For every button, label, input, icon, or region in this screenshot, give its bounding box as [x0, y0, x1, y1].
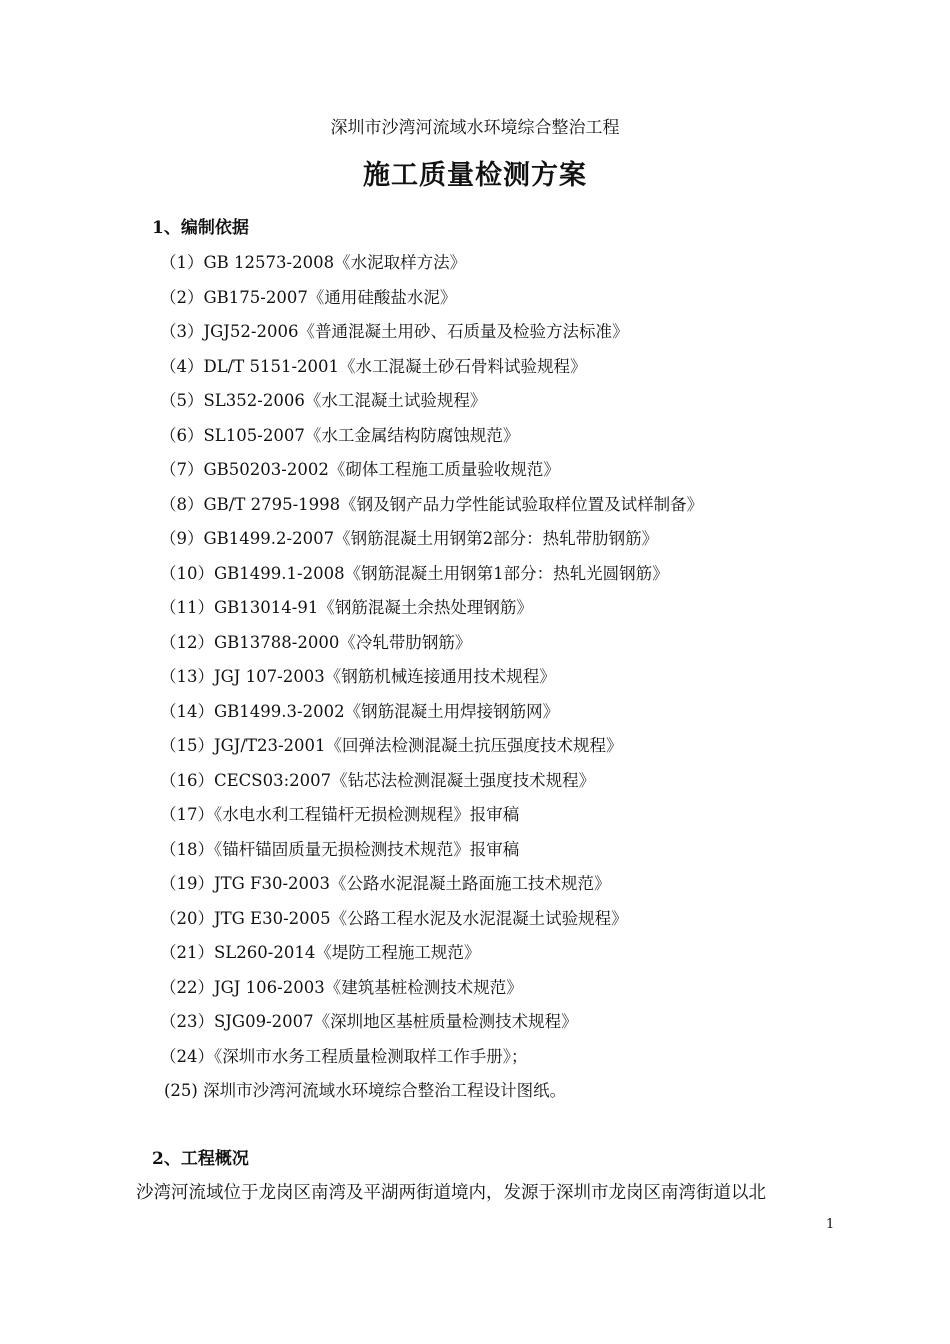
section-heading-basis: 1、编制依据 [152, 218, 249, 238]
reference-item: （9）GB1499.2-2007《钢筋混凝土用钢第2部分：热轧带肋钢筋》 [160, 529, 659, 548]
project-subtitle: 深圳市沙湾河流域水环境综合整治工程 [330, 118, 620, 138]
reference-item: （14）GB1499.3-2002《钢筋混凝土用焊接钢筋网》 [160, 701, 560, 721]
reference-item: （3）JGJ52-2006《普通混凝土用砂、石质量及检验方法标准》 [160, 322, 629, 341]
reference-item: （21）SL260-2014《堤防工程施工规范》 [160, 943, 481, 962]
reference-item: （22）JGJ 106-2003《建筑基桩检测技术规范》 [160, 977, 523, 997]
reference-list [160, 250, 703, 1113]
reference-item: (25) 深圳市沙湾河流域水环境综合整治工程设计图纸。 [164, 1081, 567, 1100]
reference-item: （4）DL/T 5151-2001《水工混凝土砂石骨料试验规程》 [160, 356, 587, 376]
reference-item: （20）JTG E30-2005《公路工程水泥及水泥混凝土试验规程》 [160, 908, 628, 928]
reference-item: （8）GB/T 2795-1998《钢及钢产品力学性能试验取样位置及试样制备》 [160, 494, 704, 514]
reference-item: （24）《深圳市水务工程质量检测取样工作手册》； [160, 1046, 528, 1066]
reference-item: （6）SL105-2007《水工金属结构防腐蚀规范》 [160, 425, 520, 445]
reference-item: （12）GB13788-2000《冷轧带肋钢筋》 [160, 632, 472, 652]
document-title: 施工质量检测方案 [363, 160, 587, 191]
reference-item: （10）GB1499.1-2008《钢筋混凝土用钢第1部分：热轧光圆钢筋》 [160, 563, 669, 583]
section-heading-overview: 2、工程概况 [152, 1149, 249, 1169]
reference-item: （16）CECS03:2007《钻芯法检测混凝土强度技术规程》 [160, 770, 596, 790]
reference-item: （1）GB 12573-2008《水泥取样方法》 [160, 253, 467, 272]
page-number: 1 [826, 1217, 835, 1232]
reference-item: （19）JTG F30-2003《公路水泥混凝土路面施工技术规范》 [160, 874, 611, 893]
reference-item: （18）《锚杆锚固质量无损检测技术规范》报审稿 [160, 839, 520, 859]
reference-item: （23）SJG09-2007《深圳地区基桩质量检测技术规程》 [160, 1012, 578, 1031]
reference-item: （17）《水电水利工程锚杆无损检测规程》报审稿 [160, 805, 520, 824]
reference-item: （13）JGJ 107-2003《钢筋机械连接通用技术规程》 [160, 667, 556, 686]
reference-item: （15）JGJ/T23-2001《回弹法检测混凝土抗压强度技术规程》 [160, 736, 623, 755]
reference-item: （2）GB175-2007《通用硅酸盐水泥》 [160, 287, 457, 307]
reference-item: （11）GB13014-91《钢筋混凝土余热处理钢筋》 [160, 598, 533, 617]
reference-item: （5）SL352-2006《水工混凝土试验规程》 [160, 391, 487, 410]
reference-item: （7）GB50203-2002《砌体工程施工质量验收规范》 [160, 460, 560, 479]
overview-paragraph: 沙湾河流域位于龙岗区南湾及平湖两街道境内，发源于深圳市龙岗区南湾街道以北 [136, 1183, 766, 1203]
